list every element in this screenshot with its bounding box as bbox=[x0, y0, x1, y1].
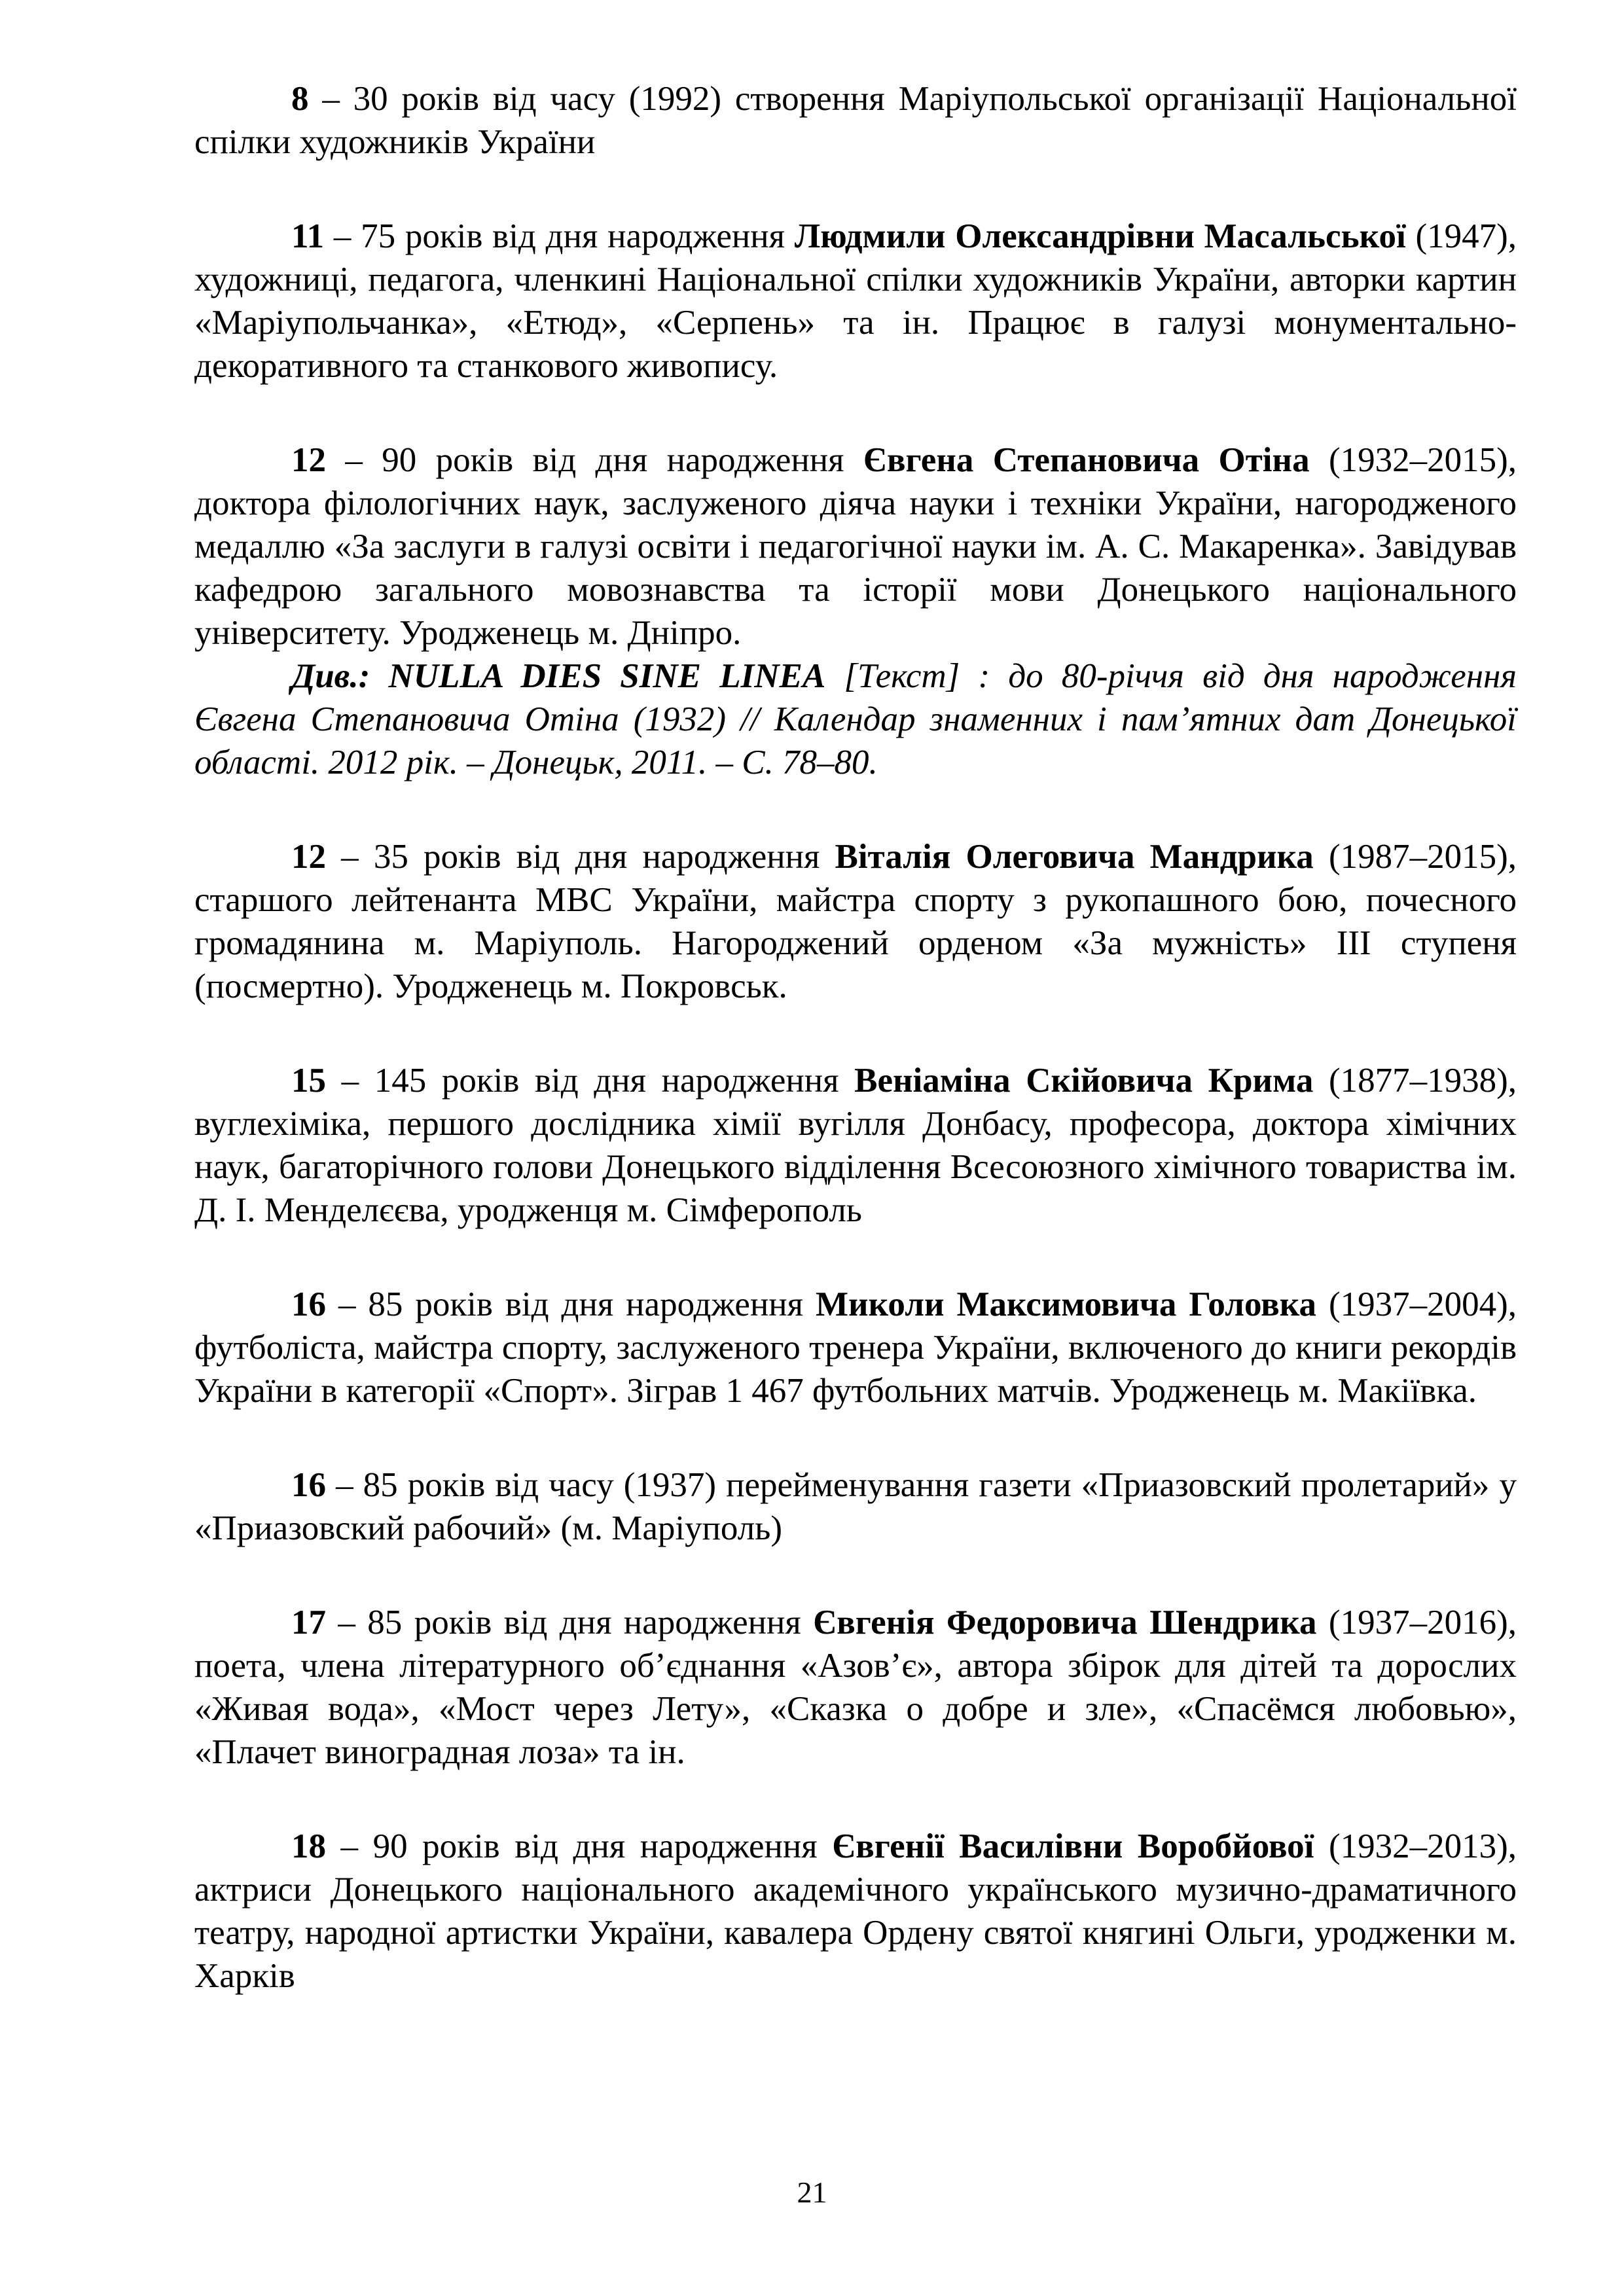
reference-details: [Текст] : до 80-річчя від дня народження Євгена Степановича Отіна (1932) // Календар знаменних і пам’ятних дат Донецької області. 2012 рік. – Донецьк, 2011. – С. 78–80. bbox=[194, 657, 1517, 781]
calendar-entry bbox=[194, 1059, 1517, 1232]
entry-text bbox=[194, 439, 1517, 655]
entry-intro: – 90 років від дня народження bbox=[326, 441, 863, 479]
calendar-entry bbox=[194, 835, 1517, 1008]
entry-intro: – 30 років від часу (1992) створення Маріупольської організації Національної спілки художників України bbox=[194, 80, 1517, 161]
entry-intro: – 85 років від часу (1937) перейменування газети «Приазовский пролетарий» у «Приазовский рабочий» (м. Маріуполь) bbox=[194, 1466, 1517, 1547]
calendar-entry bbox=[194, 1283, 1517, 1412]
person-name: Миколи Максимовича Головка bbox=[816, 1285, 1316, 1323]
entry-date: 18 bbox=[291, 1827, 326, 1865]
calendar-entry bbox=[194, 77, 1517, 164]
entry-date: 12 bbox=[291, 838, 326, 876]
entry-date: 11 bbox=[291, 217, 325, 255]
entry-description: (1937–2004), футболіста, майстра спорту, заслуженого тренера України, включеного до книги рекордів України в категорії «Спорт». Зіграв 1 467 футбольних матчів. Уродженець м. Макіївка. bbox=[194, 1285, 1517, 1410]
calendar-entry bbox=[194, 215, 1517, 387]
person-name: Веніаміна Скійовича Крима bbox=[854, 1062, 1314, 1100]
entry-text bbox=[194, 1825, 1517, 1998]
entry-intro: – 90 років від дня народження bbox=[326, 1827, 833, 1865]
reference-lead: Див.: NULLA DIES SINE LINEA bbox=[291, 657, 826, 695]
entry-text bbox=[194, 77, 1517, 164]
calendar-entry bbox=[194, 1463, 1517, 1550]
entry-intro: – 145 років від дня народження bbox=[326, 1062, 855, 1100]
entry-date: 8 bbox=[291, 80, 309, 118]
entry-intro: – 85 років від дня народження bbox=[326, 1604, 814, 1641]
calendar-entry bbox=[194, 1601, 1517, 1774]
entry-description: (1937–2016), поета, члена літературного об’єднання «Азов’є», автора збірок для дітей та дорослих «Живая вода», «Мост через Лету», «Сказка о добре и зле», «Спасёмся любовью», «Плачет виноградная лоза» та ін. bbox=[194, 1604, 1517, 1771]
entry-description: (1947), художниці, педагога, членкині Національної спілки художників України, авторки картин «Маріупольчанка», «Етюд», «Серпень» та ін. Працює в галузі монументально-декоративного та станкового живопису. bbox=[194, 217, 1517, 385]
page-number: 21 bbox=[797, 2176, 827, 2209]
entry-date: 17 bbox=[291, 1604, 326, 1641]
entry-date: 16 bbox=[291, 1466, 326, 1504]
entry-description: (1877–1938), вуглехіміка, першого дослідника хімії вугілля Донбасу, професора, доктора хімічних наук, багаторічного голови Донецького відділення Всесоюзного хімічного товариства ім. Д. І. Менделєєва, уродженця м. Сімферополь bbox=[194, 1062, 1517, 1229]
person-name: Євгенія Федоровича Шендрика bbox=[813, 1604, 1317, 1641]
calendar-entry bbox=[194, 439, 1517, 784]
entry-description: (1987–2015), старшого лейтенанта МВС України, майстра спорту з рукопашного бою, почесного громадянина м. Маріуполь. Нагороджений орденом «За мужність» ІІІ ступеня (посмертно). Уродженець м. Покровськ. bbox=[194, 838, 1517, 1005]
entry-date: 12 bbox=[291, 441, 326, 479]
bibliographic-reference bbox=[194, 655, 1517, 784]
entry-text bbox=[194, 1059, 1517, 1232]
entry-date: 15 bbox=[291, 1062, 326, 1100]
entry-intro: – 75 років від дня народження bbox=[324, 217, 795, 255]
person-name: Євгенії Василівни Воробйової bbox=[832, 1827, 1314, 1865]
entry-intro: – 35 років від дня народження bbox=[326, 838, 835, 876]
entry-description: (1932–2013), актриси Донецького національного академічного українського музично-драматичного театру, народної артистки України, кавалера Ордену святої княгині Ольги, уродженки м. Харків bbox=[194, 1827, 1517, 1995]
calendar-entry bbox=[194, 1825, 1517, 1998]
page-body bbox=[194, 77, 1517, 2049]
person-name: Людмили Олександрівни Масальської bbox=[794, 217, 1406, 255]
entry-text bbox=[194, 835, 1517, 1008]
entry-text bbox=[194, 1283, 1517, 1412]
entry-text bbox=[194, 1601, 1517, 1774]
person-name: Євгена Степановича Отіна bbox=[863, 441, 1310, 479]
entry-text bbox=[194, 215, 1517, 387]
entry-intro: – 85 років від дня народження bbox=[326, 1285, 816, 1323]
entry-text bbox=[194, 1463, 1517, 1550]
entry-date: 16 bbox=[291, 1285, 326, 1323]
entry-description: (1932–2015), доктора філологічних наук, заслуженого діяча науки і техніки України, нагородженого медаллю «За заслуги в галузі освіти і педагогічної науки ім. А. С. Макаренка». Завідував кафедрою загального мовознавства та історії мови Донецького національного університету. Уродженець м. Дніпро. bbox=[194, 441, 1517, 652]
person-name: Віталія Олеговича Мандрика bbox=[835, 838, 1314, 876]
